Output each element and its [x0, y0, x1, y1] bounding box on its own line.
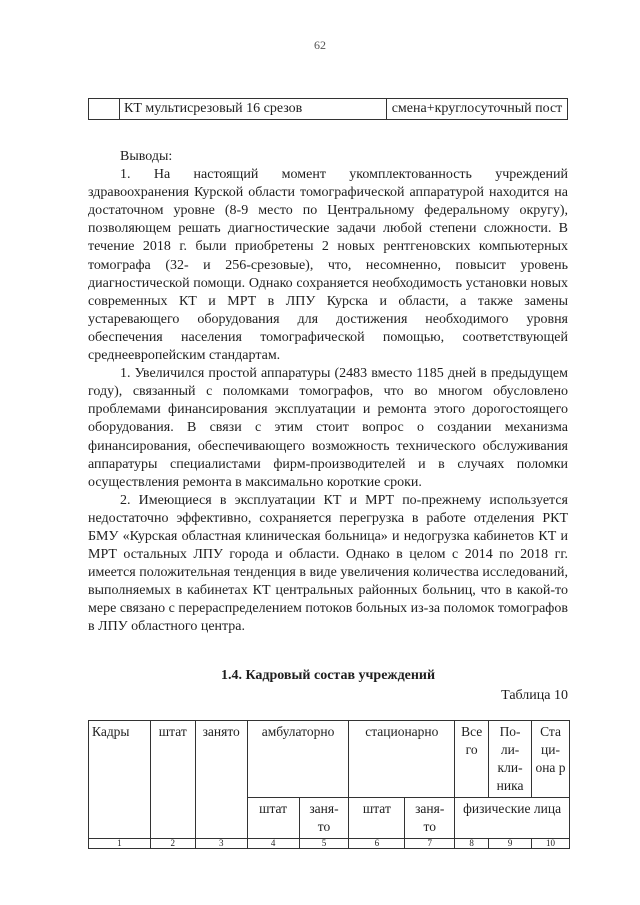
page-number: 62: [314, 38, 326, 52]
column-number: 2: [150, 839, 195, 849]
table-header-row: [89, 721, 570, 798]
header-stac-shtat: штат: [349, 798, 405, 839]
column-number: 1: [89, 839, 151, 849]
table-row: [89, 99, 568, 120]
conclusion-paragraph: 1. Увеличился простой аппаратуры (2483 вместо 1185 дней в предыдущем году), связанный с поломками томографов, что во многом обусловлено проблемами финансирования эксплуатации и ремонта этого дорогостоящего оборудования. В связи с этим стоит вопрос о создании механизма финансирования, обеспечивающего возможность технического обслуживания аппаратуры специалистами фирм-производителей и в случаях поломки осуществления ремонта в максимально короткие сроки.: [88, 366, 568, 490]
column-number: 3: [195, 839, 247, 849]
header-stac-zanyato: заня- то: [405, 798, 455, 839]
header-kadry: Кадры: [89, 721, 151, 839]
column-number: 6: [349, 839, 405, 849]
header-amb-zanyato: заня- то: [299, 798, 349, 839]
column-number: 8: [455, 839, 489, 849]
conclusion-paragraph: 1. На настоящий момент укомплектованность учреждений здравоохранения Курской области томографической аппаратурой находится на достаточном уровне (8-9 место по Центральному федеральному округу), позволяющем решать диагностические задачи любой степени сложности. В течение 2018 г. были приобретены 2 новых рентгеновских компьютерных томографа (32- и 256-срезовые), что, несомненно, повысит уровень диагностической помощи. Однако сохраняется необходимость установки новых современных КТ и МРТ в ЛПУ Курска и области, а также замены устаревающего оборудования для достижения необходимого уровня обеспечения населения томографической помощью, соответствующей среднеевропейским стандартам.: [88, 167, 568, 364]
table-cell: КТ мультисрезовый 16 срезов: [120, 99, 387, 120]
table-cell: смена+круглосуточный пост: [387, 99, 568, 120]
table-caption: Таблица 10: [501, 688, 568, 703]
column-number: 9: [489, 839, 532, 849]
column-number: 5: [299, 839, 349, 849]
equipment-table-continuation: [88, 98, 568, 120]
header-fizicheskie-litsa: физические лица: [455, 798, 570, 839]
header-ambulatorno: амбулаторно: [247, 721, 349, 798]
header-zanyato: занято: [195, 721, 247, 839]
column-number: 10: [532, 839, 570, 849]
staff-table: [88, 720, 570, 849]
header-amb-shtat: штат: [247, 798, 299, 839]
header-poliklinika: По- ли- кли- ника: [489, 721, 532, 798]
header-vsego: Все го: [455, 721, 489, 798]
table-cell: [89, 99, 120, 120]
header-statsionar: Ста ци- она р: [532, 721, 570, 798]
column-number: 4: [247, 839, 299, 849]
header-shtat: штат: [150, 721, 195, 839]
section-title: 1.4. Кадровый состав учреждений: [220, 668, 436, 683]
header-statsionarno: стационарно: [349, 721, 455, 798]
conclusion-paragraph: 2. Имеющиеся в эксплуатации КТ и МРТ по-прежнему используется недостаточно эффективно, сохраняется перегрузка в работе отделения РКТ БМУ «Курская областная клиническая больница» и недогрузка кабинетов КТ и МРТ остальных ЛПУ города и области. Однако в целом с 2014 по 2018 гг. имеется положительная тенденция в виде увеличения количества исследований, выполняемых в кабинетах КТ центральных районных больниц, что в какой-то мере связано с перераспределением потоков больных из-за поломок томографов в ЛПУ областного центра.: [88, 492, 568, 635]
conclusions-section: [88, 148, 568, 637]
column-number-row: [89, 839, 570, 849]
conclusions-heading: Выводы:: [120, 149, 173, 164]
column-number: 7: [405, 839, 455, 849]
